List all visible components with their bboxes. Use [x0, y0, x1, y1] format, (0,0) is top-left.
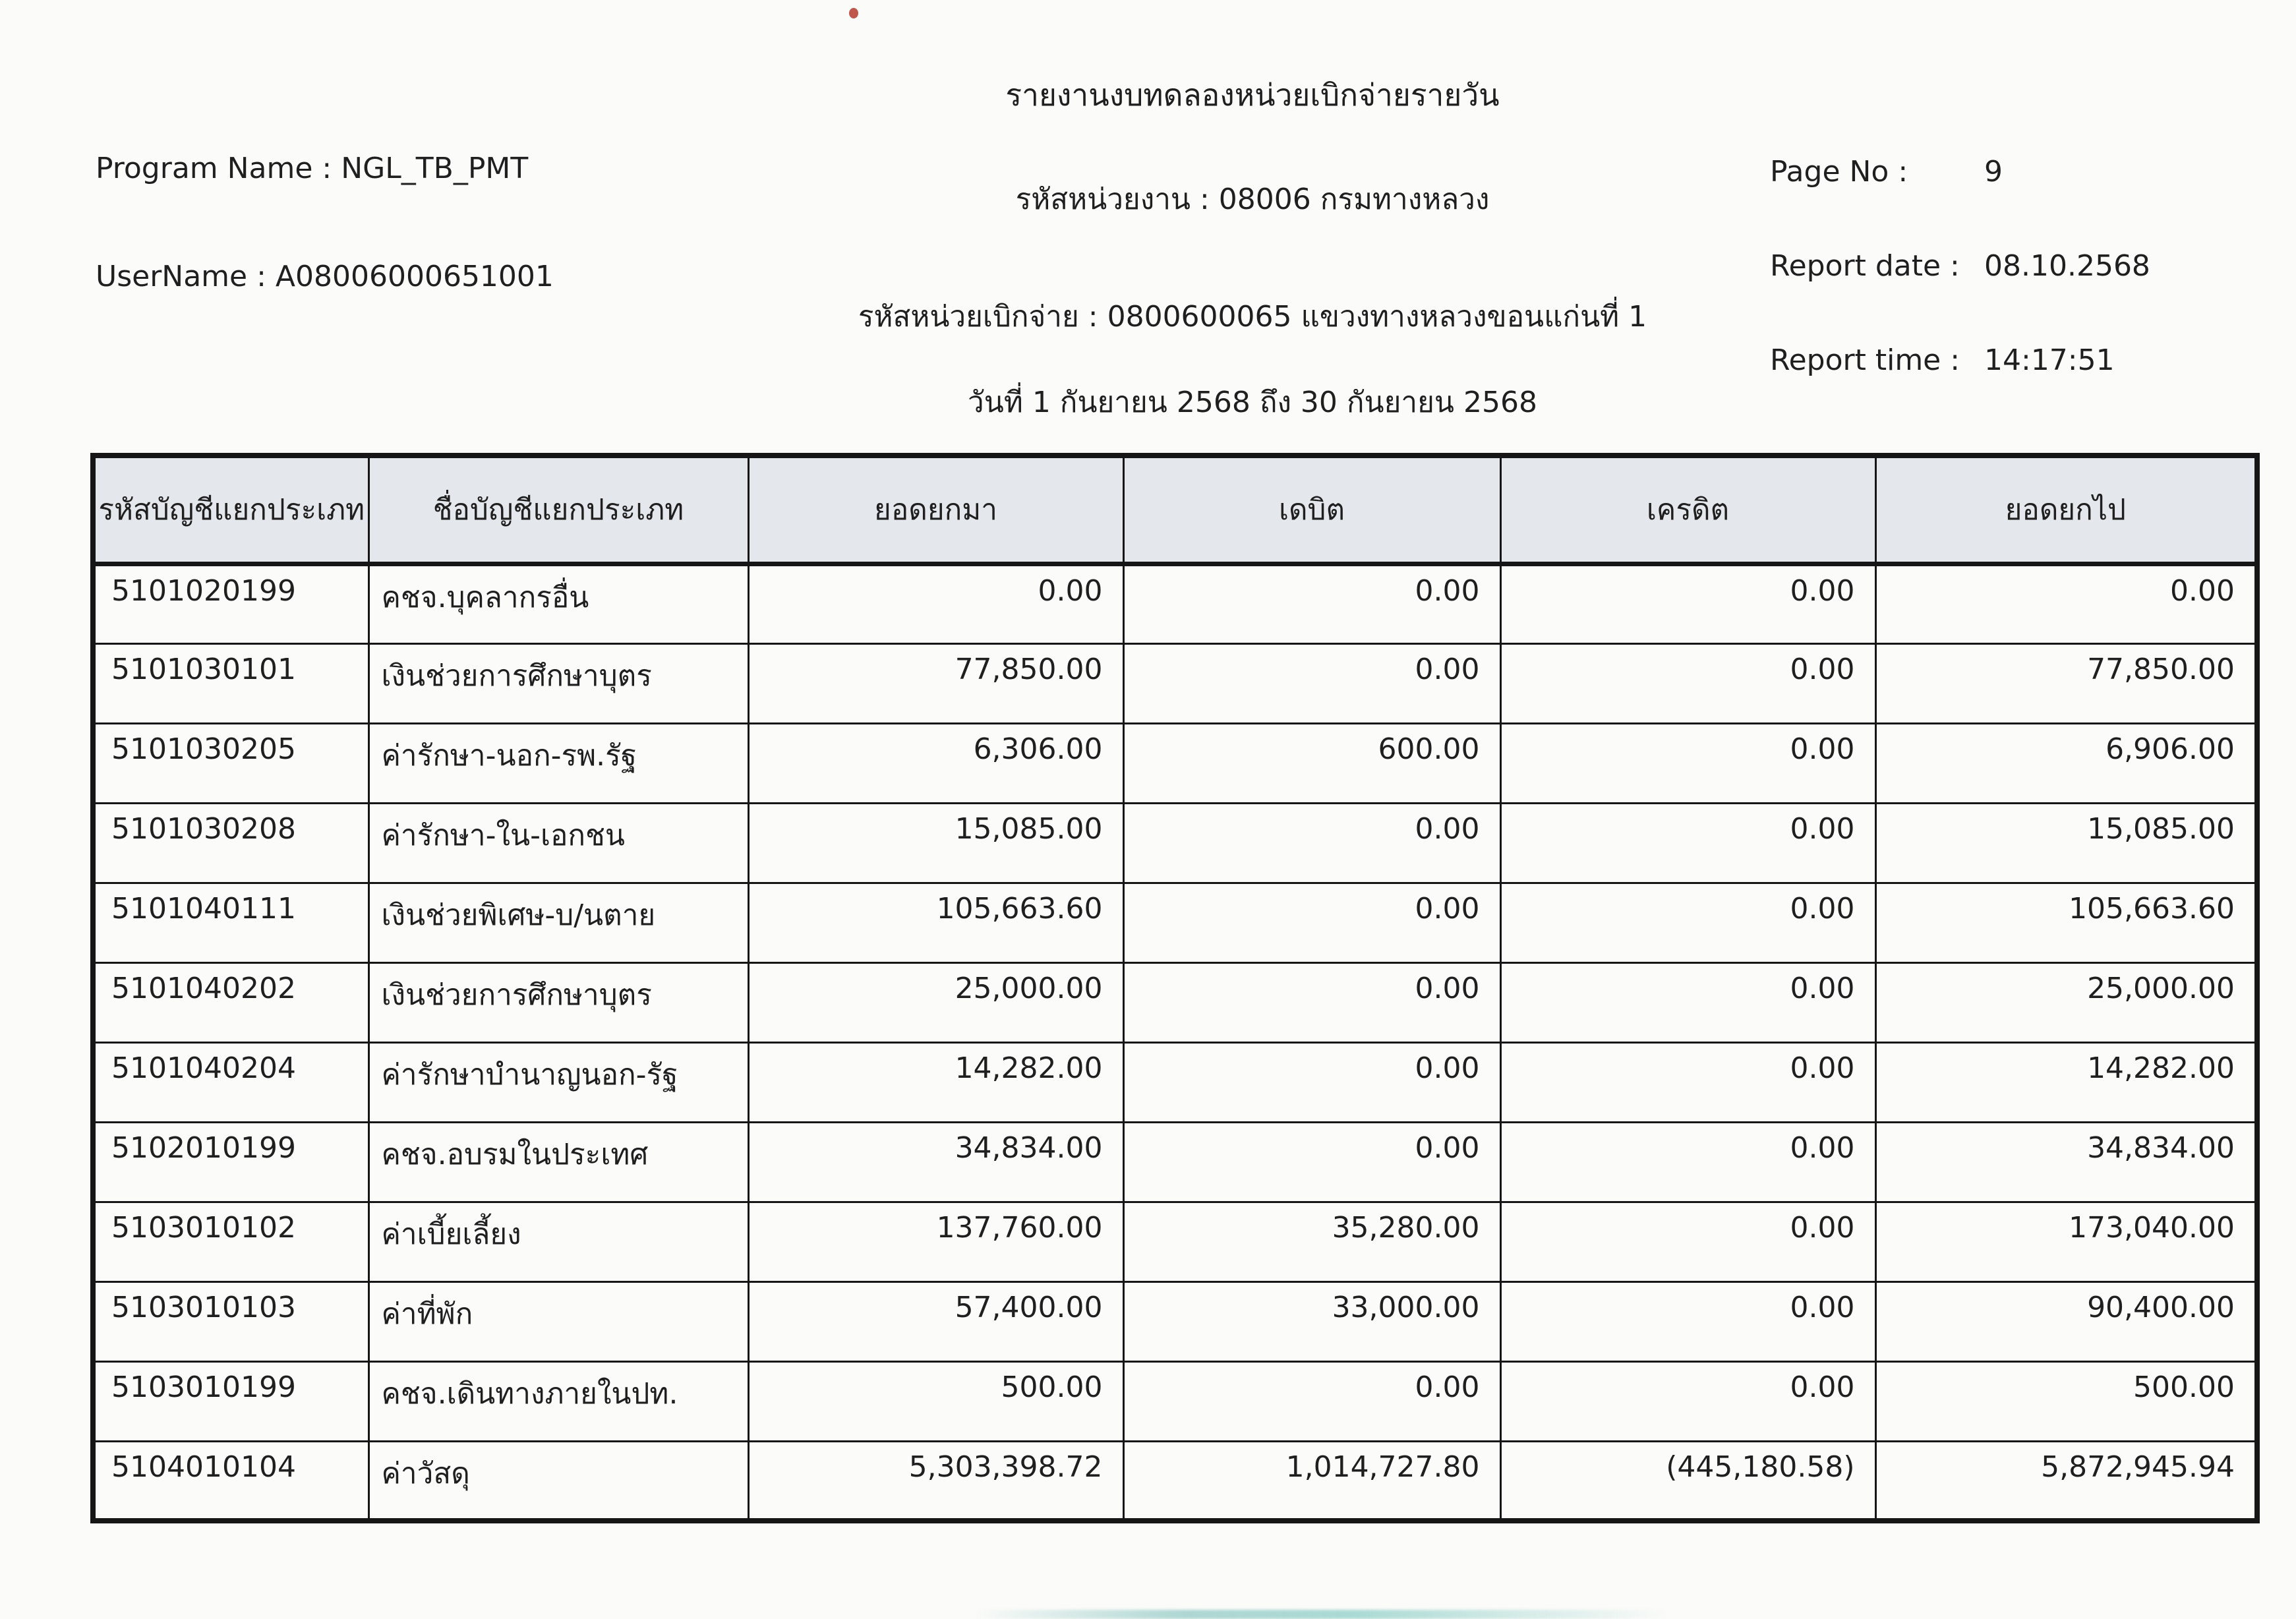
credit-cell: 0.00	[1500, 962, 1875, 1042]
account-name-cell: คชจ.อบรมในประเทศ	[368, 1122, 748, 1202]
report-date-label: Report date :	[1770, 249, 1960, 283]
table-row	[93, 1122, 2257, 1202]
credit-cell: 0.00	[1500, 803, 1875, 883]
account-name-cell: เงินช่วยพิเศษ-บ/นตาย	[368, 883, 748, 962]
credit-cell: 0.00	[1500, 1042, 1875, 1122]
col-header-credit: เครดิต	[1500, 456, 1875, 564]
report-time-value: 14:17:51	[1984, 343, 2115, 377]
closing-balance-cell: 173,040.00	[1875, 1202, 2257, 1281]
opening-balance-cell: 137,760.00	[748, 1202, 1123, 1281]
opening-balance-cell: 0.00	[748, 564, 1123, 643]
account-name-cell: ค่ารักษา-ใน-เอกชน	[368, 803, 748, 883]
col-header-opening-balance: ยอดยกมา	[748, 456, 1123, 564]
credit-cell: 0.00	[1500, 564, 1875, 643]
trial-balance-table	[90, 453, 2260, 1523]
table-row	[93, 1441, 2257, 1521]
closing-balance-cell: 90,400.00	[1875, 1281, 2257, 1361]
credit-cell: (445,180.58)	[1500, 1441, 1875, 1521]
opening-balance-cell: 57,400.00	[748, 1281, 1123, 1361]
closing-balance-cell: 34,834.00	[1875, 1122, 2257, 1202]
report-time-row	[1770, 343, 2150, 377]
page-no-label: Page No :	[1770, 155, 1908, 189]
credit-cell: 0.00	[1500, 1202, 1875, 1281]
account-name-cell: ค่ารักษาบำนาญนอก-รัฐ	[368, 1042, 748, 1122]
account-code-cell: 5101030101	[93, 643, 368, 723]
report-meta-center	[844, 71, 1661, 425]
credit-cell: 0.00	[1500, 883, 1875, 962]
table-row	[93, 1361, 2257, 1441]
account-name-cell: ค่าวัสดุ	[368, 1441, 748, 1521]
table-row	[93, 1202, 2257, 1281]
debit-cell: 0.00	[1123, 883, 1500, 962]
debit-cell: 0.00	[1123, 1122, 1500, 1202]
opening-balance-cell: 77,850.00	[748, 643, 1123, 723]
disbursement-unit-code: รหัสหน่วยเบิกจ่าย : 0800600065 แขวงทางหลวงขอนแก่นที่ 1	[858, 300, 1647, 334]
table-row	[93, 643, 2257, 723]
debit-cell: 0.00	[1123, 1042, 1500, 1122]
credit-cell: 0.00	[1500, 643, 1875, 723]
user-name: UserName : A08006000651001	[96, 260, 554, 293]
debit-cell: 0.00	[1123, 564, 1500, 643]
account-name-cell: ค่ารักษา-นอก-รพ.รัฐ	[368, 723, 748, 803]
opening-balance-cell: 500.00	[748, 1361, 1123, 1441]
closing-balance-cell: 0.00	[1875, 564, 2257, 643]
table-row	[93, 1042, 2257, 1122]
account-code-cell: 5103010199	[93, 1361, 368, 1441]
closing-balance-cell: 5,872,945.94	[1875, 1441, 2257, 1521]
table-row	[93, 803, 2257, 883]
report-title: รายงานงบทดลองหน่วยเบิกจ่ายรายวัน	[1005, 77, 1500, 113]
opening-balance-cell: 6,306.00	[748, 723, 1123, 803]
report-meta-left	[96, 152, 554, 368]
debit-cell: 0.00	[1123, 803, 1500, 883]
report-date-range: วันที่ 1 กันยายน 2568 ถึง 30 กันยายน 2568	[968, 386, 1537, 419]
table-row	[93, 723, 2257, 803]
agency-code: รหัสหน่วยงาน : 08006 กรมทางหลวง	[1015, 183, 1490, 216]
account-code-cell: 5103010103	[93, 1281, 368, 1361]
col-header-account-code: รหัสบัญชีแยกประเภท	[93, 456, 368, 564]
account-code-cell: 5101040202	[93, 962, 368, 1042]
account-name-cell: เงินช่วยการศึกษาบุตร	[368, 962, 748, 1042]
table-row	[93, 962, 2257, 1042]
account-code-cell: 5101040111	[93, 883, 368, 962]
col-header-account-name: ชื่อบัญชีแยกประเภท	[368, 456, 748, 564]
opening-balance-cell: 14,282.00	[748, 1042, 1123, 1122]
credit-cell: 0.00	[1500, 1122, 1875, 1202]
table-row	[93, 883, 2257, 962]
credit-cell: 0.00	[1500, 1361, 1875, 1441]
table-row	[93, 1281, 2257, 1361]
opening-balance-cell: 34,834.00	[748, 1122, 1123, 1202]
closing-balance-cell: 105,663.60	[1875, 883, 2257, 962]
debit-cell: 0.00	[1123, 643, 1500, 723]
opening-balance-cell: 5,303,398.72	[748, 1441, 1123, 1521]
account-code-cell: 5102010199	[93, 1122, 368, 1202]
closing-balance-cell: 77,850.00	[1875, 643, 2257, 723]
table-header-row	[93, 456, 2257, 564]
account-name-cell: ค่าเบี้ยเลี้ยง	[368, 1202, 748, 1281]
debit-cell: 35,280.00	[1123, 1202, 1500, 1281]
account-code-cell: 5101030205	[93, 723, 368, 803]
account-code-cell: 5101020199	[93, 564, 368, 643]
report-date-value: 08.10.2568	[1984, 249, 2150, 283]
closing-balance-cell: 500.00	[1875, 1361, 2257, 1441]
report-meta-right	[1770, 155, 2150, 438]
debit-cell: 33,000.00	[1123, 1281, 1500, 1361]
col-header-debit: เดบิต	[1123, 456, 1500, 564]
closing-balance-cell: 25,000.00	[1875, 962, 2257, 1042]
program-name: Program Name : NGL_TB_PMT	[96, 152, 529, 185]
account-code-cell: 5104010104	[93, 1441, 368, 1521]
account-name-cell: เงินช่วยการศึกษาบุตร	[368, 643, 748, 723]
scan-artifact-dot	[849, 8, 858, 18]
debit-cell: 600.00	[1123, 723, 1500, 803]
report-time-label: Report time :	[1770, 343, 1960, 377]
closing-balance-cell: 15,085.00	[1875, 803, 2257, 883]
scan-artifact-bottom-edge	[976, 1610, 1668, 1619]
closing-balance-cell: 6,906.00	[1875, 723, 2257, 803]
account-name-cell: ค่าที่พัก	[368, 1281, 748, 1361]
debit-cell: 0.00	[1123, 1361, 1500, 1441]
debit-cell: 0.00	[1123, 962, 1500, 1042]
account-code-cell: 5101030208	[93, 803, 368, 883]
opening-balance-cell: 15,085.00	[748, 803, 1123, 883]
account-name-cell: คชจ.บุคลากรอื่น	[368, 564, 748, 643]
debit-cell: 1,014,727.80	[1123, 1441, 1500, 1521]
account-code-cell: 5103010102	[93, 1202, 368, 1281]
opening-balance-cell: 105,663.60	[748, 883, 1123, 962]
account-code-cell: 5101040204	[93, 1042, 368, 1122]
opening-balance-cell: 25,000.00	[748, 962, 1123, 1042]
credit-cell: 0.00	[1500, 723, 1875, 803]
col-header-closing-balance: ยอดยกไป	[1875, 456, 2257, 564]
page-no-value: 9	[1984, 155, 2003, 189]
report-date-row	[1770, 249, 2150, 283]
credit-cell: 0.00	[1500, 1281, 1875, 1361]
page-no-row	[1770, 155, 2150, 189]
account-name-cell: คชจ.เดินทางภายในปท.	[368, 1361, 748, 1441]
table-row	[93, 564, 2257, 643]
closing-balance-cell: 14,282.00	[1875, 1042, 2257, 1122]
